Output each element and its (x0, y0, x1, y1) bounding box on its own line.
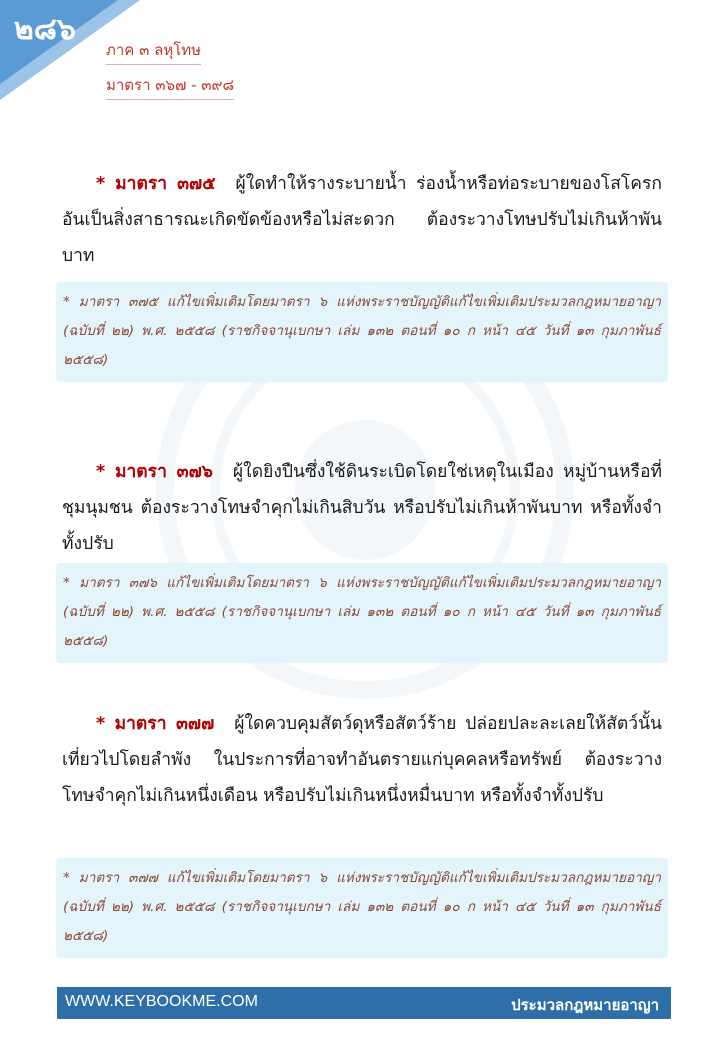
section-text: ผู้ใดควบคุมสัตว์ดุหรือสัตว์ร้าย ปล่อยปละละเลยให้สัตว์นั้นเที่ยวไปโดยลำพัง ในประการที่อาจทำอันตรายแก่บุคคลหรือทรัพย์ ต้องระวางโทษจำคุกไม่เกินหนึ่งเดือน หรือปรับไม่เกินหนึ่งหมื่นบาท หรือทั้งจำทั้งปรับ (62, 714, 662, 806)
section-text: ผู้ใดยิงปืนซึ่งใช้ดินระเบิดโดยใช่เหตุในเมือง หมู่บ้านหรือที่ชุมนุมชน ต้องระวางโทษจำคุกไม่เกินสิบวัน หรือปรับไม่เกินห้าพันบาท หรือทั้งจำทั้งปรับ (62, 462, 662, 554)
footer-bar (57, 987, 671, 1019)
section-377 (62, 706, 662, 814)
book-title: ประมวลกฎหมายอาญา (511, 997, 659, 1014)
section-body (62, 454, 662, 562)
section-range: มาตรา ๓๖๗ - ๓๙๘ (106, 73, 234, 100)
amendment-note: * มาตรา ๓๗๕ แก้ไขเพิ่มเติมโดยมาตรา ๖ แห่งพระราชบัญญัติแก้ไขเพิ่มเติมประมวลกฎหมายอาญา (ฉบับที่ ๒๒) พ.ศ. ๒๕๕๘ (ราชกิจจานุเบกษา เล่ม ๑๓๒ ตอนที่ ๑๐ ก หน้า ๔๕ วันที่ ๑๓ กุมภาพันธ์ ๒๕๕๘) (56, 282, 668, 382)
section-body (62, 166, 662, 274)
page-number: ๒๘๖ (14, 12, 76, 47)
part-heading: ภาค ๓ ลหุโทษ (106, 38, 201, 65)
website-link[interactable]: WWW.KEYBOOKME.COM (65, 993, 258, 1010)
section-body (62, 706, 662, 814)
section-title: * มาตรา ๓๗๗ (96, 714, 215, 734)
section-text: ผู้ใดทำให้รางระบายน้ำ ร่องน้ำหรือท่อระบายของโสโครก อันเป็นสิ่งสาธารณะเกิดขัดข้องหรือไม่สะดวก ต้องระวางโทษปรับไม่เกินห้าพันบาท (62, 174, 662, 266)
amendment-note: * มาตรา ๓๗๖ แก้ไขเพิ่มเติมโดยมาตรา ๖ แห่งพระราชบัญญัติแก้ไขเพิ่มเติมประมวลกฎหมายอาญา (ฉบับที่ ๒๒) พ.ศ. ๒๕๕๘ (ราชกิจจานุเบกษา เล่ม ๑๓๒ ตอนที่ ๑๐ ก หน้า ๔๕ วันที่ ๑๓ กุมภาพันธ์ ๒๕๕๘) (56, 563, 668, 663)
section-375 (62, 166, 662, 274)
amendment-note: * มาตรา ๓๗๗ แก้ไขเพิ่มเติมโดยมาตรา ๖ แห่งพระราชบัญญัติแก้ไขเพิ่มเติมประมวลกฎหมายอาญา (ฉบับที่ ๒๒) พ.ศ. ๒๕๕๘ (ราชกิจจานุเบกษา เล่ม ๑๓๒ ตอนที่ ๑๐ ก หน้า ๔๕ วันที่ ๑๓ กุมภาพันธ์ ๒๕๕๘) (56, 858, 668, 958)
section-title: * มาตรา ๓๗๕ (96, 174, 216, 194)
section-376 (62, 454, 662, 562)
section-title: * มาตรา ๓๗๖ (96, 462, 213, 482)
